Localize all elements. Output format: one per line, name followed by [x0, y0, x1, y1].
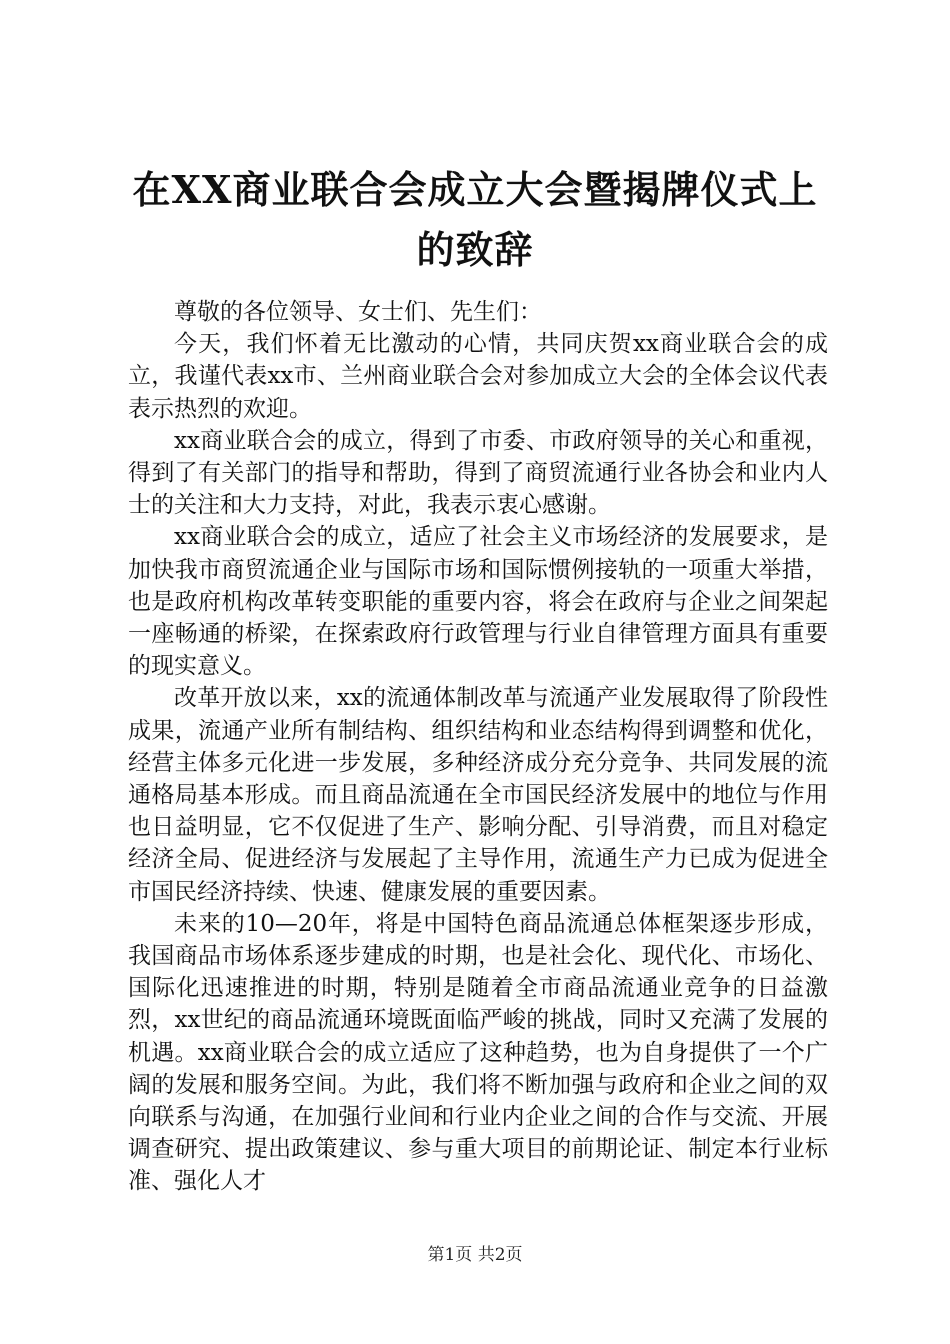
paragraph-4: 改革开放以来，xx的流通体制改革与流通产业发展取得了阶段性成果，流通产业所有制结构、组织结构和业态结构得到调整和优化，经营主体多元化进一步发展，多种经济成分充分竞争、共同发展的流通格局基本形成。而且商品流通在全市国民经济发展中的地位与作用也日益明显，它不仅促进了生产、影响分配、引导消费，而且对稳定经济全局、促进经济与发展起了主导作用，流通生产力已成为促进全市国民经济持续、快速、健康发展的重要因素。: [128, 685, 828, 905]
paragraph-5: 未来的10—20年，将是中国特色商品流通总体框架逐步形成，我国商品市场体系逐步建成的时期，也是社会化、现代化、市场化、国际化迅速推进的时期，特别是随着全市商品流通业竞争的日益激烈，xx世纪的商品流通环境既面临严峻的挑战，同时又充满了发展的机遇。xx商业联合会的成立适应了这种趋势，也为自身提供了一个广阔的发展和服务空间。为此，我们将不断加强与政府和企业之间的双向联系与沟通，在加强行业间和行业内企业之间的合作与交流、开展调查研究、提出政策建议、参与重大项目的前期论证、制定本行业标准、强化人才: [128, 910, 828, 1195]
paragraph-3: xx商业联合会的成立，适应了社会主义市场经济的发展要求，是加快我市商贸流通企业与国际市场和国际惯例接轨的一项重大举措，也是政府机构改革转变职能的重要内容，将会在政府与企业之间架起一座畅通的桥梁，在探索政府行政管理与行业自律管理方面具有重要的现实意义。: [128, 524, 828, 680]
salutation: 尊敬的各位领导、女士们、先生们：: [174, 299, 542, 325]
document-body: [128, 296, 828, 1198]
paragraph-1: 今天，我们怀着无比激动的心情，共同庆贺xx商业联合会的成立，我谨代表xx市、兰州商业联合会对参加成立大会的全体会议代表表示热烈的欢迎。: [128, 331, 828, 422]
document-title: 在XX商业联合会成立大会暨揭牌仪式上的致辞: [132, 167, 818, 272]
paragraph-2: xx商业联合会的成立，得到了市委、市政府领导的关心和重视，得到了有关部门的指导和帮助，得到了商贸流通行业各协会和业内人士的关注和大力支持，对此，我表示衷心感谢。: [128, 427, 828, 519]
page-footer: 第1页 共2页: [427, 1245, 523, 1265]
